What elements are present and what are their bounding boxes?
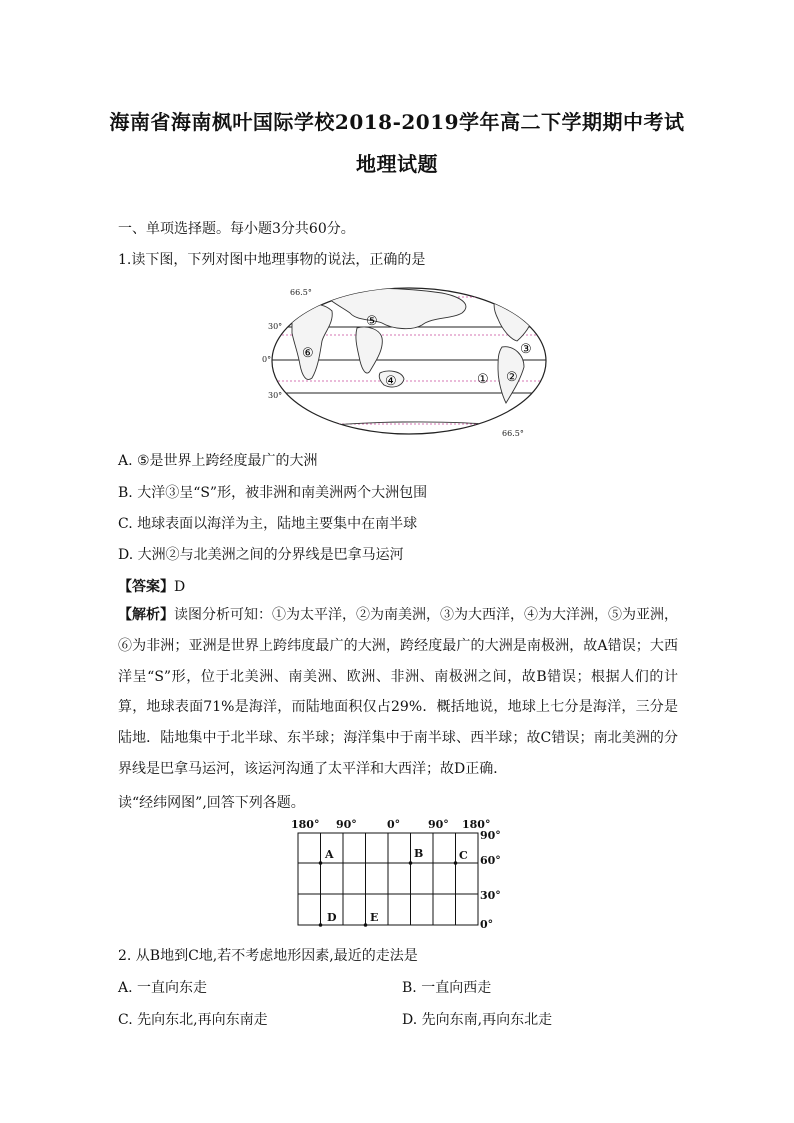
- map-marker-3: ③: [520, 342, 532, 357]
- point-c: C: [459, 849, 468, 862]
- point-e: E: [370, 911, 379, 924]
- lat-label: 0°: [480, 918, 494, 931]
- q2-option-a: A. 一直向东走: [118, 980, 208, 996]
- lat-label: 30°: [268, 391, 283, 400]
- lat-label: 66.5°: [502, 429, 524, 438]
- lat-label: 66.5°: [290, 288, 312, 297]
- q1-answer: [118, 576, 185, 596]
- page-subtitle: 地理试题: [356, 152, 438, 176]
- map-marker-4: ④: [385, 374, 397, 389]
- answer-label: 【答案】: [118, 579, 174, 595]
- q2-option-b: B. 一直向西走: [402, 980, 492, 996]
- lat-label: 60°: [480, 854, 501, 867]
- map-marker-5: ⑤: [366, 314, 378, 329]
- lat-label: 30°: [480, 889, 501, 902]
- point-a: A: [325, 848, 334, 861]
- lon-label: 90°: [336, 818, 357, 831]
- q1-option-d: D. 大洲②与北美洲之间的分界线是巴拿马运河: [118, 547, 404, 563]
- lat-label: 0°: [262, 355, 272, 364]
- q1-analysis: [118, 600, 678, 785]
- lat-label: 30°: [268, 322, 283, 331]
- section-heading: 一、单项选择题。每小题3分共60分。: [118, 221, 355, 237]
- lon-label: 180°: [462, 818, 491, 831]
- world-map-figure: [262, 283, 554, 439]
- q1-option-c: C. 地球表面以海洋为主，陆地主要集中在南半球: [118, 516, 418, 532]
- analysis-label: 【解析】: [118, 607, 174, 623]
- page-title: 海南省海南枫叶国际学校2018-2019学年高二下学期期中考试: [109, 110, 685, 134]
- lon-label: 90°: [428, 818, 449, 831]
- question-1-stem: 1.读下图，下列对图中地理事物的说法，正确的是: [118, 252, 426, 268]
- map-marker-2: ②: [506, 370, 518, 385]
- q1-option-a: A. ⑤是世界上跨经度最广的大洲: [118, 453, 318, 469]
- grid-intro: 读“经纬网图”,回答下列各题。: [118, 795, 305, 811]
- q1-option-b: B. 大洋③呈“S”形，被非洲和南美洲两个大洲包围: [118, 485, 428, 501]
- q2-option-c: C. 先向东北,再向东南走: [118, 1012, 268, 1028]
- answer-value: D: [174, 579, 186, 595]
- point-d: D: [327, 911, 337, 924]
- map-marker-6: ⑥: [302, 346, 314, 361]
- lon-label: 0°: [387, 818, 401, 831]
- lat-long-grid-figure: [286, 815, 506, 935]
- map-marker-1: ①: [477, 372, 489, 387]
- point-b: B: [414, 847, 424, 860]
- question-2-stem: 2. 从B地到C地,若不考虑地形因素,最近的走法是: [118, 948, 418, 964]
- analysis-text: 读图分析可知：①为太平洋，②为南美洲，③为大西洋，④为大洋洲，⑤为亚洲，⑥为非洲；亚洲是世界上跨纬度最广的大洲，跨经度最广的大洲是南极洲，故A错误；大西洋呈“S”形，位于北美洲、南美洲、欧洲、非洲、南极洲之间，故B错误；根据人们的计算，地球表面71%是海洋，而陆地面积仅占29%．概括地说，地球上七分是海洋，三分是陆地．陆地集中于北半球、东半球；海洋集中于南半球、西半球；故C错误；南北美洲的分界线是巴拿马运河，该运河沟通了太平洋和大西洋；故D正确．: [118, 607, 678, 777]
- lat-label: 90°: [480, 829, 501, 842]
- q2-option-d: D. 先向东南,再向东北走: [402, 1012, 553, 1028]
- lon-label: 180°: [291, 818, 320, 831]
